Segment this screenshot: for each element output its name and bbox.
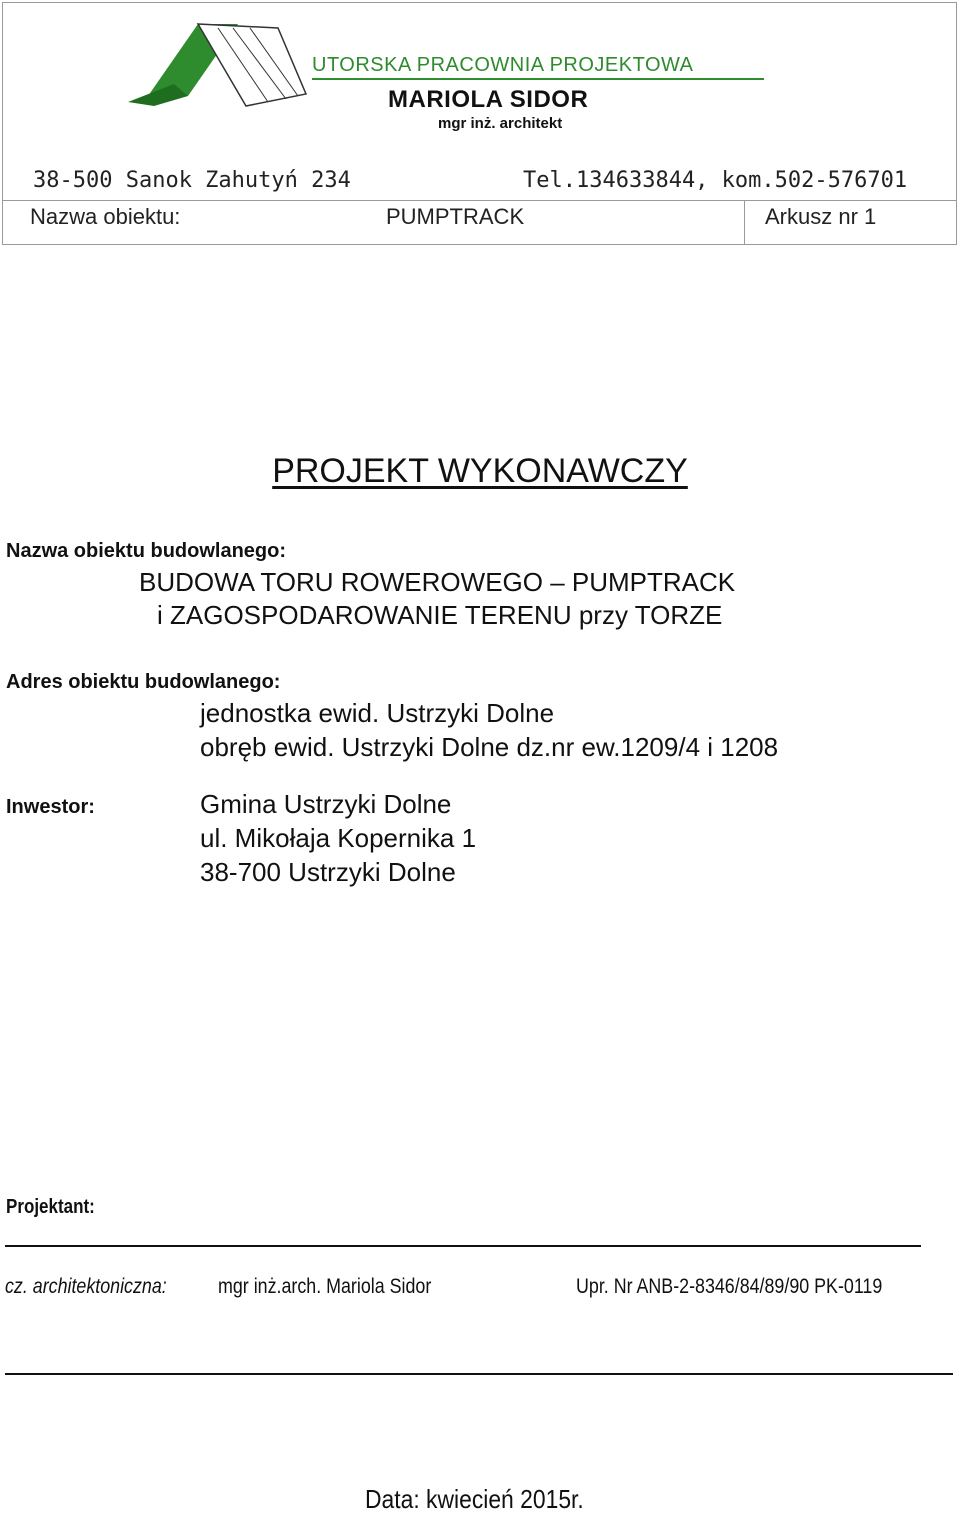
signature-line-top [5, 1245, 921, 1247]
header-column-divider [744, 200, 745, 245]
designer-license: Upr. Nr ANB-2-8346/84/89/90 PK-0119 [576, 1275, 883, 1298]
sheet-number: Arkusz nr 1 [765, 204, 877, 229]
designer-name: mgr inż.arch. Mariola Sidor [218, 1275, 432, 1298]
firm-owner-title: mgr inż. architekt [438, 115, 563, 132]
building-name-line2: i ZAGOSPODAROWANIE TERENU przy TORZE [157, 600, 723, 630]
header-row-divider [2, 200, 957, 201]
building-address-line1: jednostka ewid. Ustrzyki Dolne [200, 698, 555, 728]
firm-name-underline [312, 78, 764, 80]
signature-line-bottom [5, 1373, 953, 1375]
building-name-label: Nazwa obiektu budowlanego: [6, 540, 287, 562]
object-label: Nazwa obiektu: [30, 204, 181, 229]
investor-label: Inwestor: [6, 796, 95, 818]
building-name-line1: BUDOWA TORU ROWEROWEGO – PUMPTRACK [139, 567, 736, 597]
building-address-line2: obręb ewid. Ustrzyki Dolne dz.nr ew.1209/4 i 1208 [200, 732, 779, 762]
firm-logo [128, 14, 308, 114]
page-title: PROJEKT WYKONAWCZY [272, 452, 688, 490]
logo-white-panel [198, 24, 306, 106]
document-date: Data: kwiecień 2015r. [365, 1484, 584, 1514]
firm-phone: Tel.134633844, kom.502-576701 [523, 168, 908, 193]
designer-label: Projektant: [6, 1196, 95, 1218]
object-value: PUMPTRACK [386, 204, 525, 229]
firm-name-line1: UTORSKA PRACOWNIA PROJEKTOWA [312, 54, 694, 76]
investor-line1: Gmina Ustrzyki Dolne [200, 789, 452, 819]
building-address-label: Adres obiektu budowlanego: [6, 671, 281, 693]
investor-line2: ul. Mikołaja Kopernika 1 [200, 823, 477, 853]
firm-address: 38-500 Sanok Zahutyń 234 [33, 168, 351, 193]
designer-part: cz. architektoniczna: [5, 1275, 167, 1298]
firm-owner-name: MARIOLA SIDOR [388, 86, 589, 113]
investor-line3: 38-700 Ustrzyki Dolne [200, 857, 456, 887]
